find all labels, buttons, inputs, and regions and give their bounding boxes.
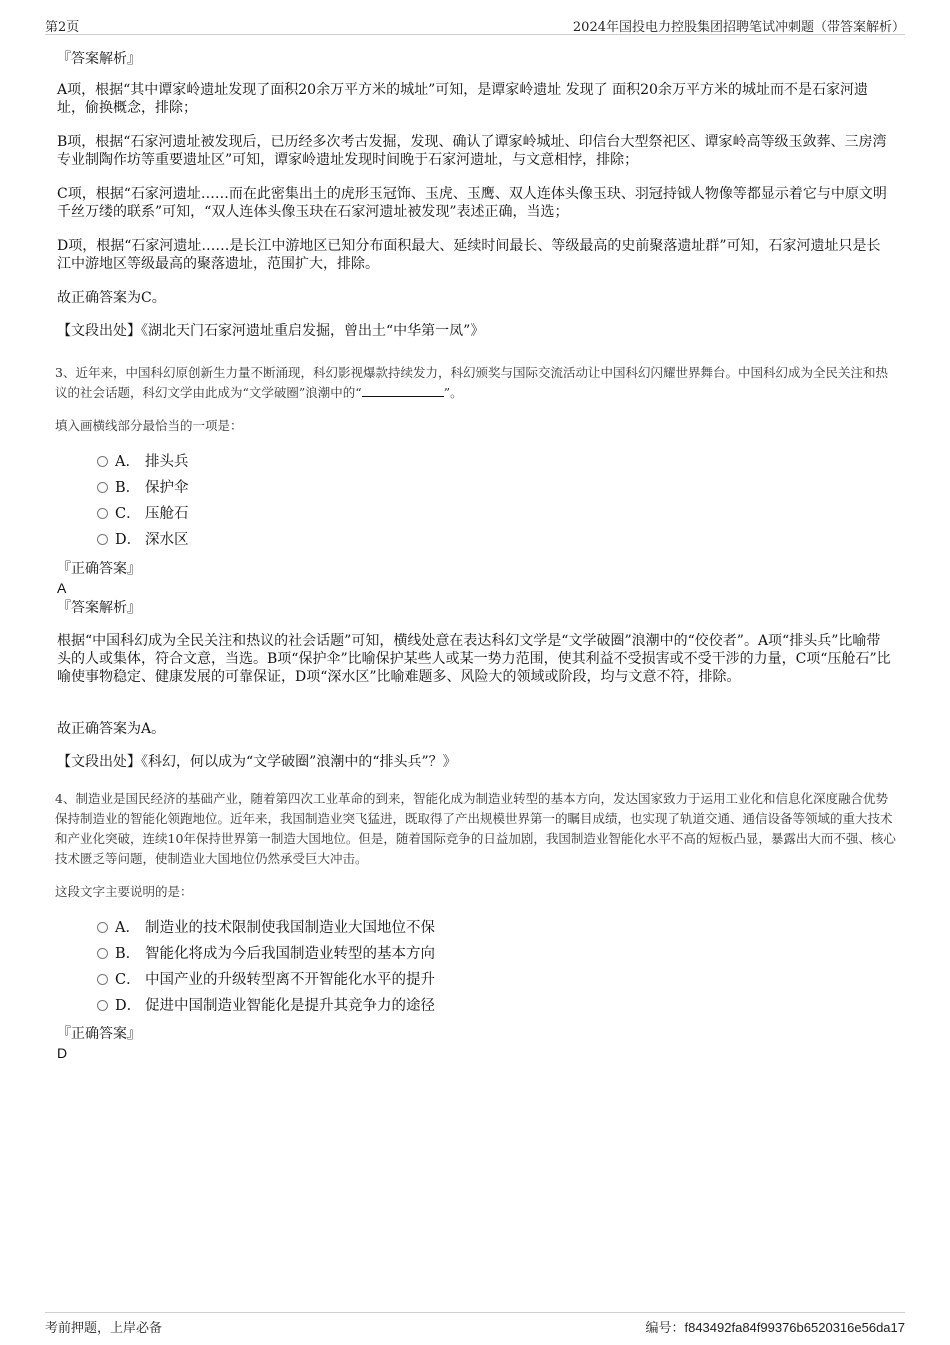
- q3-analysis-label: 『答案解析』: [57, 600, 141, 616]
- question-3-text: 3、近年来，中国科幻原创新生力量不断涌现，科幻影视爆款持续发力，科幻颁奖与国际交流活动让中国科幻闪耀世界舞台。中国科幻成为全民关注和热议的社会话题，科幻文学由此成为“文学破圈”浪潮中的“ ”。: [55, 365, 888, 400]
- radio-icon[interactable]: [97, 922, 108, 933]
- analysis-source: 【文段出处】《湖北天门石家河遗址重启发掘，曾出土“中华第一凤”》: [57, 323, 485, 339]
- question-4-prompt: 这段文字主要说明的是：: [55, 884, 193, 899]
- radio-icon[interactable]: [97, 456, 108, 467]
- q3-answer-label: 『正确答案』: [57, 561, 141, 577]
- q3-option-a[interactable]: A． 排头兵: [97, 452, 189, 472]
- radio-icon[interactable]: [97, 948, 108, 959]
- analysis-paragraph-c: C项，根据“石家河遗址……而在此密集出土的虎形玉冠饰、玉虎、玉鹰、双人连体头像玉玦、羽冠持钺人物像等都显示着它与中原文明千丝万缕的联系”可知，“双人连体头像玉玦在石家河遗址被发现”表述正确，当选；: [57, 186, 887, 220]
- document-title: 2024年国投电力控股集团招聘笔试冲刺题（带答案解析）: [572, 20, 905, 35]
- page-footer: [45, 1312, 905, 1335]
- q4-answer-label: 『正确答案』: [57, 1026, 141, 1042]
- analysis-paragraph-d: D项，根据“石家河遗址……是长江中游地区已知分布面积最大、延续时间最长、等级最高的史前聚落遗址群”可知，石家河遗址只是长江中游地区等级最高的聚落遗址，范围扩大，排除。: [57, 238, 881, 272]
- analysis-conclusion: 故正确答案为C。: [57, 290, 166, 306]
- q4-option-c[interactable]: C． 中国产业的升级转型离不开智能化水平的提升: [97, 970, 435, 990]
- page-header: [45, 14, 905, 35]
- q3-answer: A: [57, 580, 67, 596]
- radio-icon[interactable]: [97, 508, 108, 519]
- question-4-text: 4、制造业是国民经济的基础产业，随着第四次工业革命的到来，智能化成为制造业转型的基本方向，发达国家致力于运用工业化和信息化深度融合优势保持制造业的智能化领跑地位。近年来，我国制造业突飞猛进，既取得了产出规模世界第一的瞩目成绩，也实现了轨道交通、通信设备等领域的重大技术和产业化突破，连续10年保持世界第一制造大国地位。但是，随着国际竞争的日益加剧，我国制造业智能化水平不高的短板凸显，暴露出大而不强、核心技术匮乏等问题，使制造业大国地位仍然承受巨大冲击。: [55, 791, 896, 866]
- page-number: 第2页: [45, 20, 80, 35]
- radio-icon[interactable]: [97, 482, 108, 493]
- q3-option-b[interactable]: B． 保护伞: [97, 478, 189, 498]
- radio-icon[interactable]: [97, 534, 108, 545]
- q3-source: 【文段出处】《科幻，何以成为“文学破圈”浪潮中的“排头兵”？》: [57, 754, 457, 770]
- footer-slogan: 考前押题，上岸必备: [45, 1321, 163, 1336]
- question-3-prompt: 填入画横线部分最恰当的一项是：: [55, 418, 243, 433]
- q4-answer: D: [57, 1045, 68, 1061]
- analysis-paragraph-b: B项，根据“石家河遗址被发现后，已历经多次考古发掘，发现、确认了谭家岭城址、印信台大型祭祀区、谭家岭高等级玉敛葬、三房湾专业制陶作坊等重要遗址区”可知，谭家岭遗址发现时间晚于石家河遗址，与文意相悖，排除；: [57, 134, 887, 168]
- radio-icon[interactable]: [97, 1000, 108, 1011]
- analysis-paragraph-a: A项，根据“其中谭家岭遗址发现了面积20余万平方米的城址”可知，是谭家岭遗址 发现了 面积20余万平方米的城址而不是石家河遗址，偷换概念，排除；: [57, 82, 868, 116]
- document-code: 编号：f843492fa84f99376b6520316e56da17: [645, 1320, 905, 1336]
- fill-blank: [362, 384, 444, 397]
- q4-option-a[interactable]: A． 制造业的技术限制使我国制造业大国地位不保: [97, 918, 435, 938]
- q4-option-d[interactable]: D． 促进中国制造业智能化是提升其竞争力的途径: [97, 996, 435, 1016]
- q3-conclusion: 故正确答案为A。: [57, 721, 166, 737]
- radio-icon[interactable]: [97, 974, 108, 985]
- q3-option-d[interactable]: D． 深水区: [97, 530, 189, 550]
- analysis-label: 『答案解析』: [57, 51, 141, 67]
- q3-analysis: 根据“中国科幻成为全民关注和热议的社会话题”可知，横线处意在表达科幻文学是“文学破圈”浪潮中的“佼佼者”。A项“排头兵”比喻带头的人或集体，符合文意，当选。B项“保护伞”比喻保护某些人或某一势力范围，使其利益不受损害或不受干涉的力量，C项“压舱石”比喻使事物稳定、健康发展的可靠保证，D项“深水区”比喻难题多、风险大的领域或阶段，均与文意不符，排除。: [57, 633, 891, 685]
- q4-option-b[interactable]: B． 智能化将成为今后我国制造业转型的基本方向: [97, 944, 435, 964]
- q3-option-c[interactable]: C． 压舱石: [97, 504, 189, 524]
